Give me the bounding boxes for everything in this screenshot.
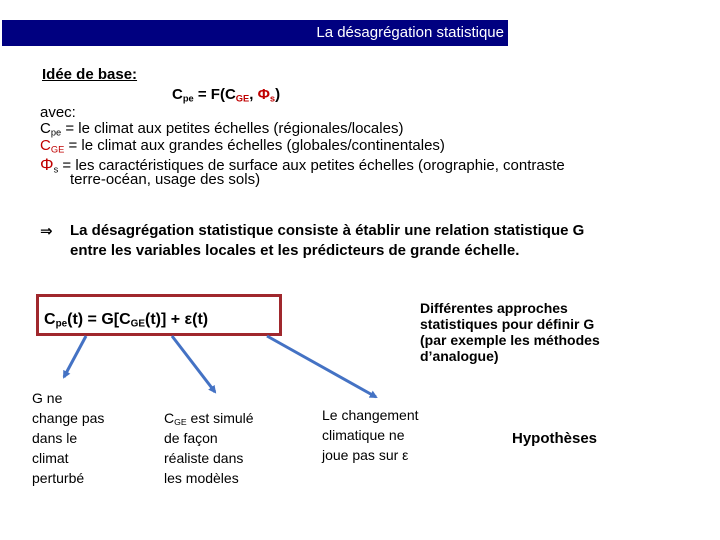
definition-cge: $C_{GE}$ = le climat aux grandes échelles (globales/continentales) bbox=[40, 137, 445, 155]
base-formula: $C_{pe} = F(C_{GE}$, $\Phi_s$) bbox=[172, 86, 281, 104]
model-formula-box: $C_{pe}(t) = G[C_{GE}(t)] + \varepsilon(t)$ bbox=[36, 294, 282, 336]
conclusion-line1: La désagrégation statistique consiste à établir une relation statistique G bbox=[70, 222, 585, 239]
implies-arrow: ⇒ bbox=[40, 223, 53, 240]
hypothesis-g: G ne change pas dans le climat perturbé bbox=[32, 390, 105, 486]
arrow-to-epsilon bbox=[267, 336, 376, 397]
conclusion-line2: entre les variables locales et les prédicteurs de grande échelle. bbox=[70, 242, 520, 259]
definition-phis: $\Phi_s$ = les caractéristiques de surface aux petites échelles (orographie, contraste bbox=[40, 155, 565, 175]
arrow-to-g bbox=[64, 336, 86, 377]
hypothesis-cge: $C_{GE}$ est simulé de façon réaliste dans les modèles bbox=[164, 410, 254, 486]
hypothesis-climate-change: Le changement climatique ne joue pas sur ε bbox=[322, 407, 419, 463]
base-idea-heading: Idée de base: bbox=[42, 66, 138, 83]
definition-phis-cont: terre-océan, usage des sols) bbox=[70, 171, 261, 188]
slide-title: La désagrégation statistique bbox=[2, 20, 508, 46]
definition-cpe: $C_{pe}$ = le climat aux petites échelles (régionales/locales) bbox=[40, 120, 404, 138]
hypotheses-label: Hypothèses bbox=[512, 430, 598, 447]
arrow-to-cge bbox=[172, 336, 215, 392]
avec-label: avec: bbox=[40, 104, 76, 121]
approaches-note: Différentes approches statistiques pour définir G (par exemple les méthodes d’analogue) bbox=[420, 300, 600, 364]
